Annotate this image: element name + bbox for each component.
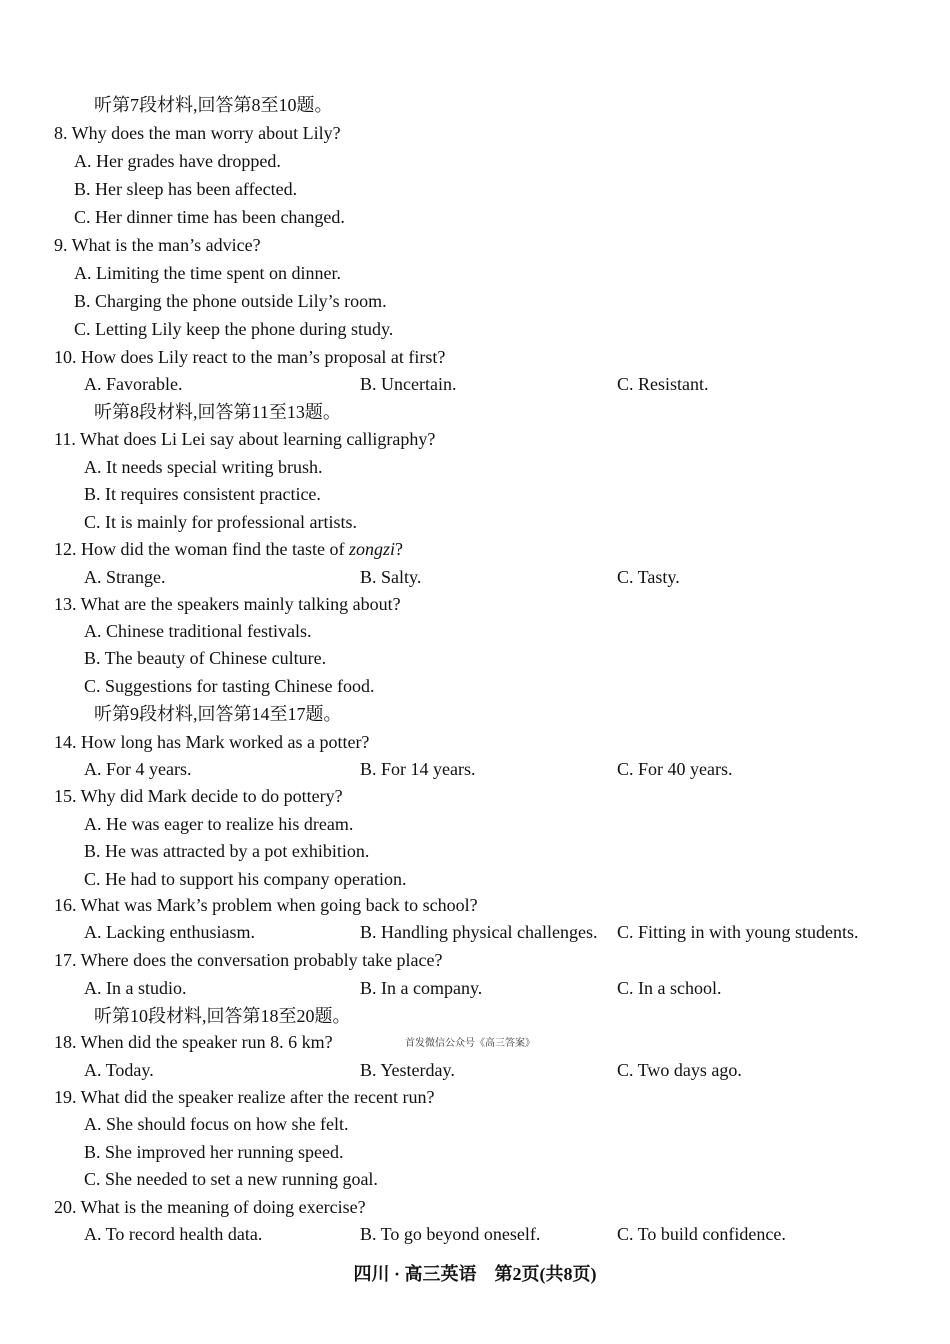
question-10-option-a: A. Favorable. <box>84 374 183 394</box>
question-20-option-c: C. To build confidence. <box>617 1224 786 1244</box>
question-19: 19. What did the speaker realize after the recent run? <box>54 1087 435 1107</box>
question-14-option-a: A. For 4 years. <box>84 759 192 779</box>
question-12 <box>54 538 403 560</box>
question-9-option-c: C. Letting Lily keep the phone during study. <box>74 319 394 339</box>
question-13-option-b: B. The beauty of Chinese culture. <box>84 648 327 668</box>
question-16-option-a: A. Lacking enthusiasm. <box>84 922 255 942</box>
question-19-option-b: B. She improved her running speed. <box>84 1142 344 1162</box>
question-10-option-b: B. Uncertain. <box>360 374 457 394</box>
question-17-option-b: B. In a company. <box>360 978 483 998</box>
section-9-heading: 听第9段材料,回答第14至17题。 <box>94 704 342 724</box>
question-8: 8. Why does the man worry about Lily? <box>54 123 341 143</box>
question-14-option-b: B. For 14 years. <box>360 759 476 779</box>
question-8-option-b: B. Her sleep has been affected. <box>74 179 298 199</box>
watermark-text: 首发微信公众号《高三答案》 <box>405 1038 535 1049</box>
question-18-option-a: A. Today. <box>84 1060 154 1080</box>
question-12-stem-post: ? <box>394 539 403 559</box>
section-8-heading: 听第8段材料,回答第11至13题。 <box>94 402 341 422</box>
question-18-option-b: B. Yesterday. <box>360 1060 455 1080</box>
question-17-option-c: C. In a school. <box>617 978 722 998</box>
question-16-option-c: C. Fitting in with young students. <box>617 922 859 942</box>
question-16-option-b: B. Handling physical challenges. <box>360 922 598 942</box>
question-14: 14. How long has Mark worked as a potter? <box>54 732 370 752</box>
question-19-option-a: A. She should focus on how she felt. <box>84 1114 349 1134</box>
question-11: 11. What does Li Lei say about learning calligraphy? <box>54 429 436 449</box>
question-12-stem-pre: 12. How did the woman find the taste of <box>54 539 349 559</box>
question-16: 16. What was Mark’s problem when going back to school? <box>54 895 478 915</box>
question-15-option-b: B. He was attracted by a pot exhibition. <box>84 841 370 861</box>
question-20-option-b: B. To go beyond oneself. <box>360 1224 541 1244</box>
question-11-option-b: B. It requires consistent practice. <box>84 484 321 504</box>
section-7-heading: 听第7段材料,回答第8至10题。 <box>94 95 333 115</box>
question-15-option-a: A. He was eager to realize his dream. <box>84 814 354 834</box>
question-17-option-a: A. In a studio. <box>84 978 187 998</box>
question-12-option-b: B. Salty. <box>360 567 422 587</box>
question-13-option-a: A. Chinese traditional festivals. <box>84 621 312 641</box>
question-10: 10. How does Lily react to the man’s proposal at first? <box>54 347 446 367</box>
question-12-option-c: C. Tasty. <box>617 567 680 587</box>
question-13: 13. What are the speakers mainly talking about? <box>54 594 401 614</box>
question-9: 9. What is the man’s advice? <box>54 235 261 255</box>
question-18: 18. When did the speaker run 8. 6 km? <box>54 1032 333 1052</box>
question-17: 17. Where does the conversation probably take place? <box>54 950 443 970</box>
question-19-option-c: C. She needed to set a new running goal. <box>84 1169 378 1189</box>
question-11-option-c: C. It is mainly for professional artists. <box>84 512 357 532</box>
question-11-option-a: A. It needs special writing brush. <box>84 457 323 477</box>
page-footer: 四川 · 高三英语 第2页(共8页) <box>353 1264 597 1284</box>
question-20-option-a: A. To record health data. <box>84 1224 263 1244</box>
question-9-option-b: B. Charging the phone outside Lily’s room. <box>74 291 387 311</box>
question-8-option-a: A. Her grades have dropped. <box>74 151 281 171</box>
section-10-heading: 听第10段材料,回答第18至20题。 <box>94 1006 351 1026</box>
question-9-option-a: A. Limiting the time spent on dinner. <box>74 263 341 283</box>
question-13-option-c: C. Suggestions for tasting Chinese food. <box>84 676 375 696</box>
question-14-option-c: C. For 40 years. <box>617 759 733 779</box>
question-8-option-c: C. Her dinner time has been changed. <box>74 207 345 227</box>
question-12-option-a: A. Strange. <box>84 567 166 587</box>
question-10-option-c: C. Resistant. <box>617 374 709 394</box>
question-15-option-c: C. He had to support his company operation. <box>84 869 407 889</box>
question-12-stem-italic: zongzi <box>348 539 395 559</box>
question-18-option-c: C. Two days ago. <box>617 1060 742 1080</box>
question-20: 20. What is the meaning of doing exercise? <box>54 1197 366 1217</box>
question-15: 15. Why did Mark decide to do pottery? <box>54 786 343 806</box>
